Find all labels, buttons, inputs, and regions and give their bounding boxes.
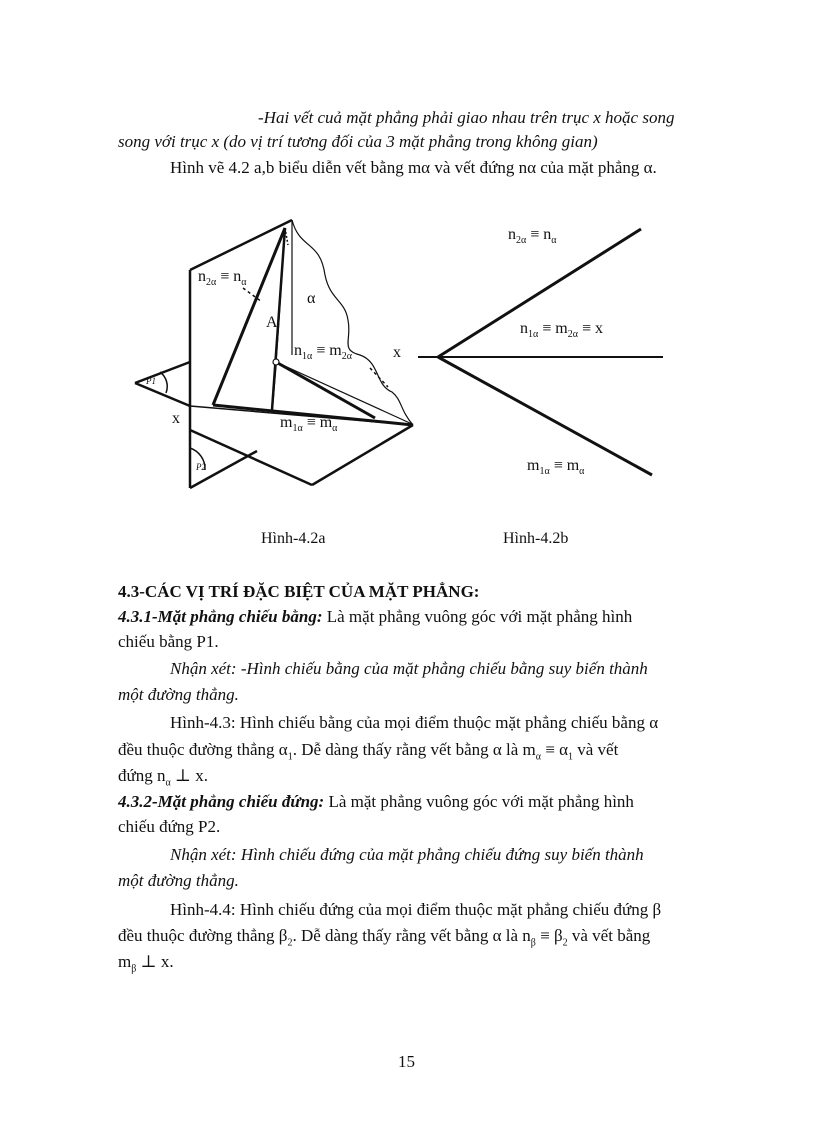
intro-line-3: Hình vẽ 4.2 a,b biểu diễn vết bằng mα và vết đứng nα của mặt phẳng α. <box>170 158 657 177</box>
fig-b-caption: Hình-4.2b <box>503 530 569 547</box>
s2-note-1: Nhận xét: Hình chiếu đứng của mặt phẳng chiếu đứng suy biến thành <box>170 845 644 864</box>
s1-line-1: 4.3.1-Mặt phẳng chiếu bằng: Là mặt phẳng vuông góc với mặt phẳng hình <box>118 607 633 626</box>
intro-line-2: song với trục x (do vị trí tương đối của 3 mặt phẳng trong không gian) <box>118 132 598 151</box>
s1-line-2: chiếu bằng P1. <box>118 632 219 651</box>
fig-a-label-n1: $n_{1\alpha} \equiv m_{2\alpha}$ <box>294 342 352 363</box>
s1-note-2: một đường thẳng. <box>118 685 239 704</box>
s2-fig-3: $m_\beta$ ⊥ x. <box>118 952 174 975</box>
s1-fig-3: đứng $n_\alpha$ ⊥ x. <box>118 766 208 789</box>
fig-b-label-n1: $n_{1\alpha} \equiv m_{2\alpha} \equiv x$ <box>520 320 603 341</box>
s1-note-1: Nhận xét: -Hình chiếu bằng của mặt phẳng chiếu bằng suy biến thành <box>170 659 648 678</box>
fig-a-label-m1: $m_{1\alpha} \equiv m_\alpha$ <box>280 414 338 435</box>
fig-a-label-x-left: x <box>172 410 180 427</box>
s1-fig-1: Hình-4.3: Hình chiếu bằng của mọi điểm thuộc mặt phẳng chiếu bằng α <box>170 713 659 732</box>
s1-fig-2: đều thuộc đường thẳng $\alpha_1$. Dễ dàng thấy rằng vết bằng α là $m_\alpha \equiv \alpha_1$ và vết <box>118 740 619 763</box>
page-number: 15 <box>398 1052 415 1071</box>
s2-note-2: một đường thẳng. <box>118 871 239 890</box>
s2-line-2: chiếu đứng P2. <box>118 817 221 836</box>
fig-a-label-p2: P2 <box>196 462 206 472</box>
s2-fig-2: đều thuộc đường thẳng $\beta_2$. Dễ dàng thấy rằng vết bằng α là $n_\beta \equiv \beta_2$ và vết bằng <box>118 926 651 949</box>
section-heading: 4.3-CÁC VỊ TRÍ ĐẶC BIỆT CỦA MẶT PHẲNG: <box>118 582 480 601</box>
fig-a-label-x-right: x <box>393 344 401 361</box>
fig-a-label-A: A <box>266 314 278 331</box>
fig-a-caption: Hình-4.2a <box>261 530 326 547</box>
fig-a-label-n2: $n_{2\alpha} \equiv n_\alpha$ <box>198 268 247 289</box>
fig-b-label-n2: $n_{2\alpha} \equiv n_\alpha$ <box>508 226 557 247</box>
intro-line-1: -Hai vết cuả mặt phẳng phải giao nhau trên trục x hoặc song <box>258 108 675 127</box>
fig-a-label-alpha: α <box>307 290 316 307</box>
fig-b-label-m1: $m_{1\alpha} \equiv m_\alpha$ <box>527 457 585 478</box>
fig-a-label-p1: P1 <box>146 376 156 386</box>
s2-fig-1: Hình-4.4: Hình chiếu đứng của mọi điểm thuộc mặt phẳng chiếu đứng β <box>170 900 662 919</box>
s2-line-1: 4.3.2-Mặt phẳng chiếu đứng: Là mặt phẳng vuông góc với mặt phẳng hình <box>118 792 634 811</box>
